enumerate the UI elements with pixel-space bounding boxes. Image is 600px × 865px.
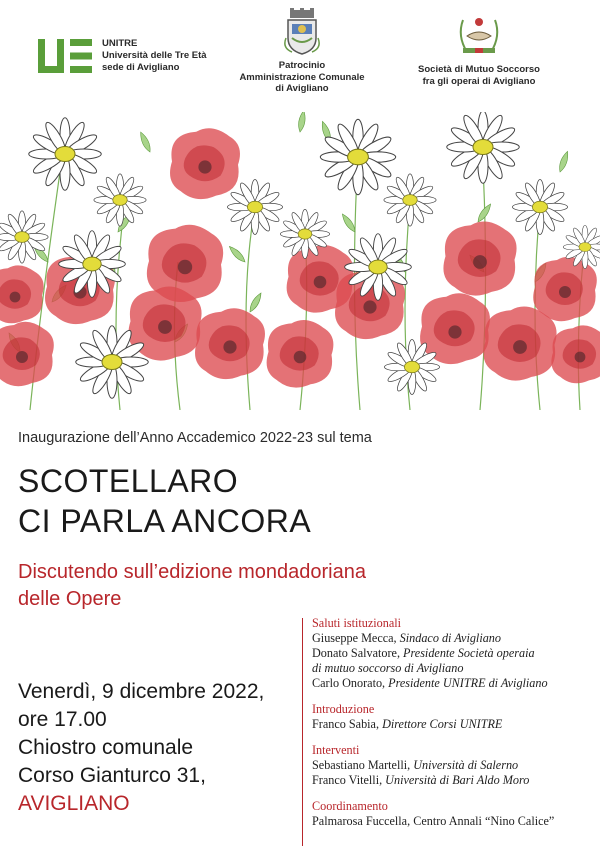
program-divider [302, 618, 303, 846]
subtitle-line-2: delle Opere [18, 588, 122, 610]
patrocinio-line-1: Patrocinio [278, 60, 326, 71]
soms-logo [414, 14, 544, 87]
program [312, 616, 597, 829]
program-line: Carlo Onorato, Presidente UNITRE di Avigliano [312, 676, 548, 690]
event-address: Corso Gianturco 31, [18, 764, 206, 787]
unitre-mark-icon [38, 39, 94, 73]
program-line: Giuseppe Mecca, Sindaco di Avigliano [312, 631, 501, 645]
title-line-2: CI PARLA ANCORA [18, 503, 312, 539]
program-line: di mutuo soccorso di Avigliano [312, 661, 464, 675]
title-line-1: SCOTELLARO [18, 463, 239, 499]
event-details [18, 678, 264, 818]
unitre-text [102, 38, 207, 74]
unitre-line-2: Università delle Tre Età [102, 50, 207, 61]
soms-line-1: Società di Mutuo Soccorso [418, 64, 540, 75]
event-place: Chiostro comunale [18, 736, 194, 759]
event-time: ore 17.00 [18, 708, 107, 731]
program-line: Sebastiano Martelli, Università di Salerno [312, 758, 519, 772]
saluti-heading: Saluti istituzionali [312, 616, 402, 630]
program-line: Donato Salvatore, Presidente Società operaia [312, 646, 535, 660]
patrocinio-logo [232, 8, 372, 95]
handshake-emblem-icon [453, 14, 505, 60]
introduzione-heading: Introduzione [312, 702, 375, 716]
intro-text: Inaugurazione dell’Anno Accademico 2022-23 sul tema [18, 430, 372, 446]
header [0, 0, 600, 110]
program-line: Palmarosa Fuccella, Centro Annali “Nino Calice” [312, 814, 555, 828]
flower-illustration [0, 112, 600, 410]
coat-of-arms-icon [282, 8, 322, 56]
event-date: Venerdì, 9 dicembre 2022, [18, 680, 265, 703]
patrocinio-line-2: Amministrazione Comunale [239, 71, 365, 83]
program-line: Franco Vitelli, Università di Bari Aldo Moro [312, 773, 530, 787]
coordinamento-heading: Coordinamento [312, 799, 388, 813]
patrocinio-text [232, 60, 372, 95]
unitre-line-1: UNITRE [102, 38, 138, 49]
program-line: Franco Sabia, Direttore Corsi UNITRE [312, 717, 503, 731]
soms-text [414, 64, 544, 87]
interventi-heading: Interventi [312, 743, 360, 757]
unitre-logo [38, 38, 207, 74]
soms-line-2: fra gli operai di Avigliano [422, 75, 536, 87]
patrocinio-line-3: di Avigliano [275, 83, 329, 94]
subtitle-line-1: Discutendo sull’edizione mondadoriana [18, 561, 366, 583]
unitre-line-3: sede di Avigliano [102, 62, 180, 73]
event-city: AVIGLIANO [18, 792, 130, 815]
subtitle [18, 559, 366, 613]
main-title [18, 461, 311, 541]
